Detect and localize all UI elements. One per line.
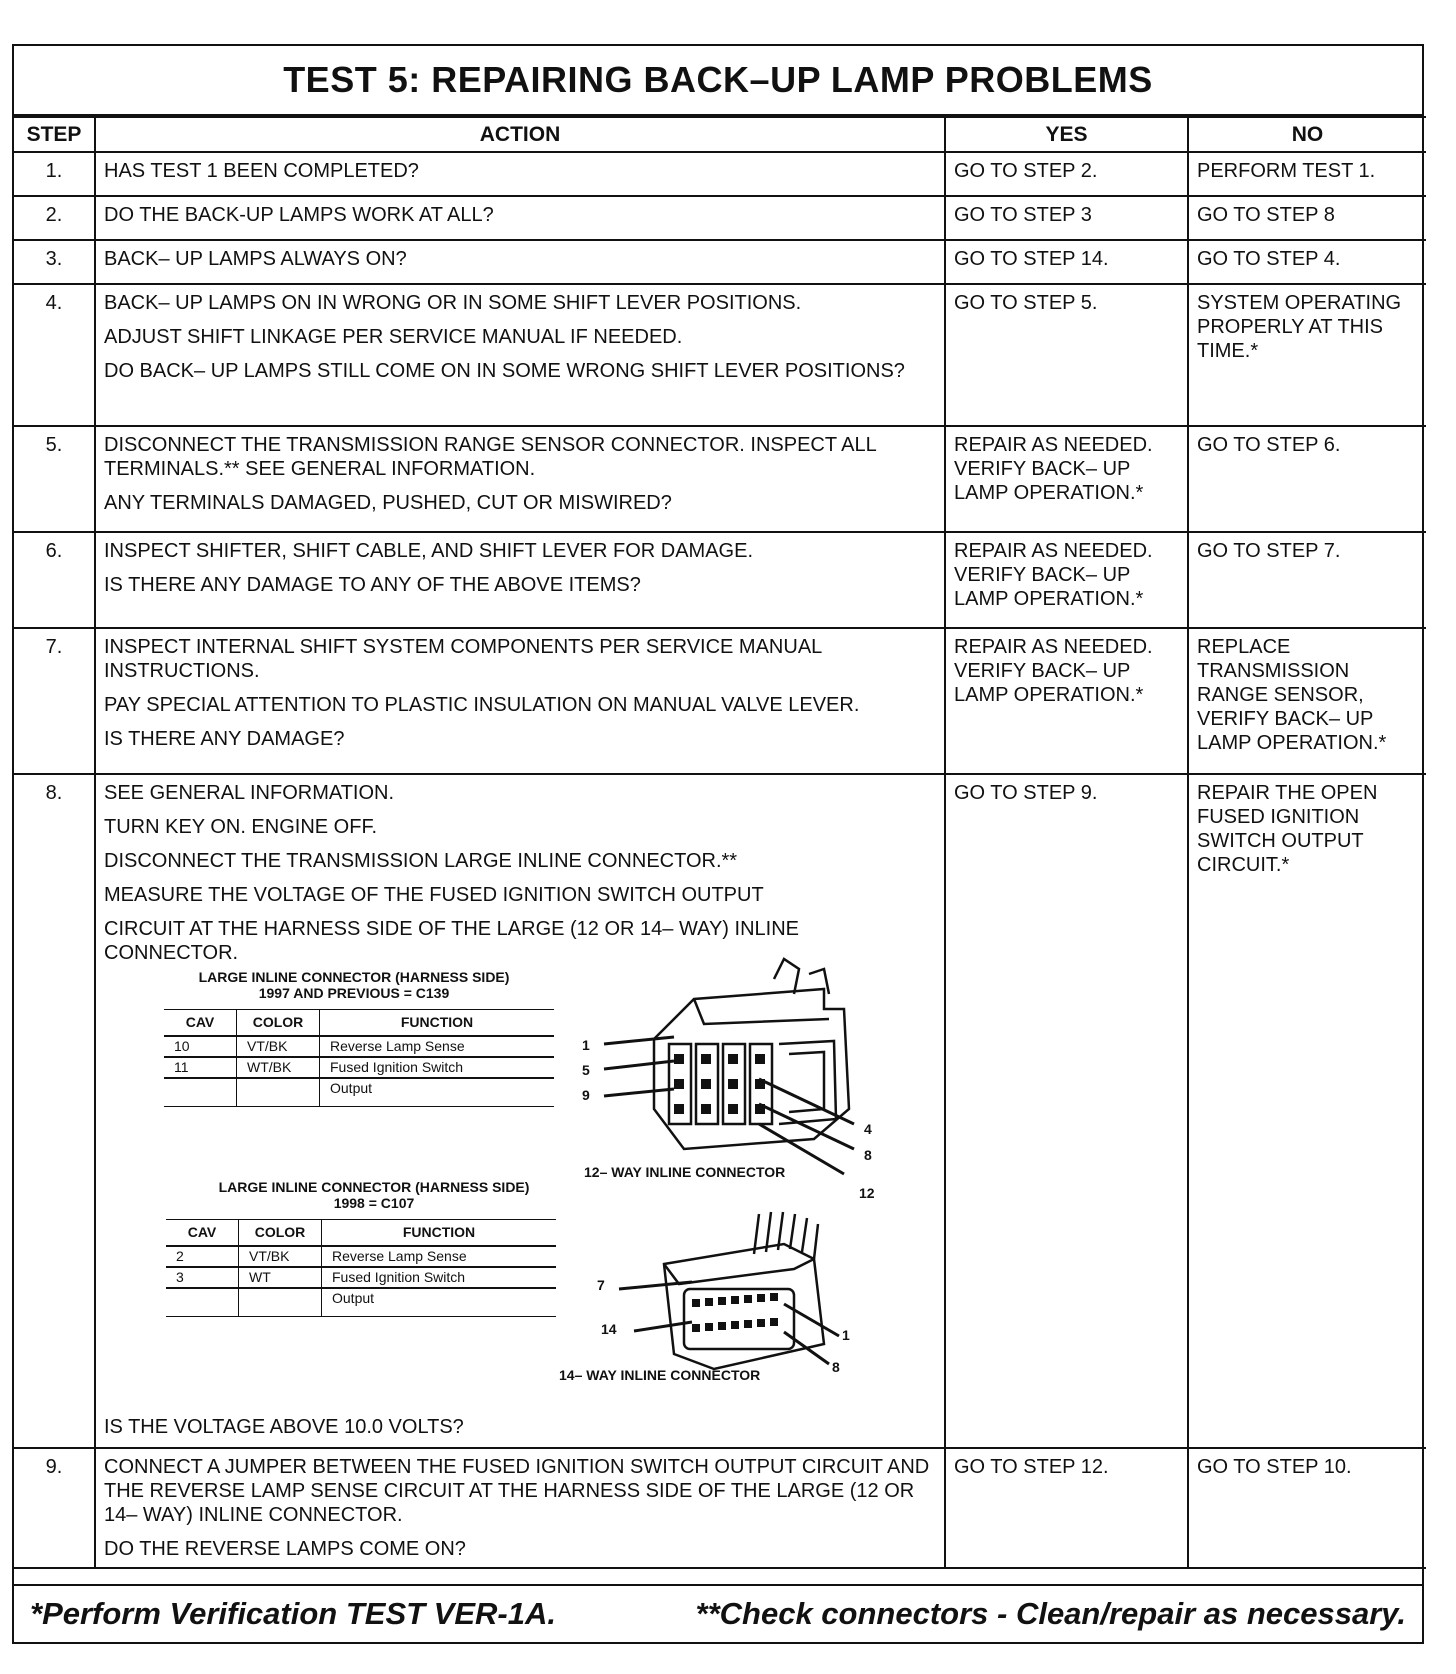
header-action: ACTION [95,117,945,152]
table-row [14,1448,1426,1568]
pin-label: 14 [601,1321,617,1338]
pin-label: 5 [582,1062,590,1079]
connector1-table: CAV COLOR FUNCTION 10 VT/BK Reverse Lamp Sense 11 WT/BK Fused Ignition Switch Output [164,1009,554,1107]
header-yes: YES [945,117,1188,152]
action-text: BACK– UP LAMPS ON IN WRONG OR IN SOME SHIFT LEVER POSITIONS. [104,292,802,315]
action-text: HAS TEST 1 BEEN COMPLETED? [104,160,419,183]
no-cell: GO TO STEP 8 [1188,196,1426,240]
page-title: TEST 5: REPAIRING BACK–UP LAMP PROBLEMS [14,46,1422,116]
procedure-table [14,116,1426,1569]
header-step: STEP [14,117,95,152]
action-text: CONNECT A JUMPER BETWEEN THE FUSED IGNITION SWITCH OUTPUT CIRCUIT AND THE REVERSE LAMP SENSE CIRCUIT AT THE HARNESS SIDE OF THE LARGE (12 OR 14– WAY) INLINE CONNECTOR. [104,1456,930,1527]
step-number: 6. [14,532,95,628]
pin-label: 12 [859,1185,875,1202]
action-text: DO THE BACK-UP LAMPS WORK AT ALL? [104,204,494,227]
action-cell [95,532,945,628]
footer-verification-note: *Perform Verification TEST VER-1A. [30,1596,556,1631]
table-row [14,152,1426,196]
action-cell [95,284,945,426]
action-text: IS THERE ANY DAMAGE TO ANY OF THE ABOVE ITEMS? [104,574,641,597]
no-cell: GO TO STEP 4. [1188,240,1426,284]
table-row [14,196,1426,240]
table-row [14,532,1426,628]
action-text: SEE GENERAL INFORMATION. [104,782,395,805]
action-cell [95,774,945,1448]
yes-cell: REPAIR AS NEEDED. VERIFY BACK– UP LAMP OPERATION.* [945,628,1188,774]
connector1-title: LARGE INLINE CONNECTOR (HARNESS SIDE) 1997 AND PREVIOUS = C139 [198,969,510,1002]
table-row [14,284,1426,426]
pin-label: 1 [582,1037,590,1054]
action-text: DO BACK– UP LAMPS STILL COME ON IN SOME WRONG SHIFT LEVER POSITIONS? [104,360,905,383]
step-number: 5. [14,426,95,532]
connector-diagrams [104,969,936,1439]
connector2-caption: 14– WAY INLINE CONNECTOR [559,1367,761,1384]
pin-label: 9 [582,1087,590,1104]
action-cell [95,426,945,532]
table-row [14,426,1426,532]
connector1-caption: 12– WAY INLINE CONNECTOR [584,1164,786,1181]
action-text: DISCONNECT THE TRANSMISSION RANGE SENSOR CONNECTOR. INSPECT ALL TERMINALS.** SEE GENERAL INFORMATION. [104,434,877,481]
pin-label: 1 [842,1327,850,1344]
step-number: 7. [14,628,95,774]
step-number: 9. [14,1448,95,1568]
action-text: INSPECT INTERNAL SHIFT SYSTEM COMPONENTS PER SERVICE MANUAL INSTRUCTIONS. [104,636,822,683]
action-text: DISCONNECT THE TRANSMISSION LARGE INLINE CONNECTOR.** [104,850,738,873]
footer-connector-note: **Check connectors - Clean/repair as necessary. [695,1596,1406,1631]
connector2-table: CAV COLOR FUNCTION 2 VT/BK Reverse Lamp Sense 3 WT Fused Ignition Switch Output [166,1219,556,1317]
action-text: DO THE REVERSE LAMPS COME ON? [104,1538,466,1561]
yes-cell: REPAIR AS NEEDED. VERIFY BACK– UP LAMP OPERATION.* [945,532,1188,628]
no-cell: GO TO STEP 7. [1188,532,1426,628]
test-sheet [12,44,1424,1644]
footer-notes [14,1584,1422,1642]
action-text: ANY TERMINALS DAMAGED, PUSHED, CUT OR MISWIRED? [104,492,672,515]
table-row [14,240,1426,284]
connector2-title: LARGE INLINE CONNECTOR (HARNESS SIDE) 1998 = C107 [218,1179,530,1212]
table-row [14,628,1426,774]
action-cell [95,628,945,774]
action-text: MEASURE THE VOLTAGE OF THE FUSED IGNITION SWITCH OUTPUT [104,884,764,907]
no-cell: PERFORM TEST 1. [1188,152,1426,196]
action-text: INSPECT SHIFTER, SHIFT CABLE, AND SHIFT LEVER FOR DAMAGE. [104,540,754,563]
step-number: 2. [14,196,95,240]
pin-label: 8 [832,1359,840,1376]
action-cell [95,152,945,196]
pin-label: 7 [597,1277,605,1294]
yes-cell: GO TO STEP 9. [945,774,1188,1448]
no-cell: GO TO STEP 10. [1188,1448,1426,1568]
action-cell [95,196,945,240]
action-text: BACK– UP LAMPS ALWAYS ON? [104,248,407,271]
action-text: PAY SPECIAL ATTENTION TO PLASTIC INSULATION ON MANUAL VALVE LEVER. [104,694,860,717]
action-text: CIRCUIT AT THE HARNESS SIDE OF THE LARGE (12 OR 14– WAY) INLINE CONNECTOR. [104,918,799,965]
yes-cell: GO TO STEP 5. [945,284,1188,426]
action-text: IS THERE ANY DAMAGE? [104,728,345,751]
no-cell: SYSTEM OPERATING PROPERLY AT THIS TIME.* [1188,284,1426,426]
step-number: 1. [14,152,95,196]
step-number: 3. [14,240,95,284]
action-text: ADJUST SHIFT LINKAGE PER SERVICE MANUAL IF NEEDED. [104,326,683,349]
step-number: 4. [14,284,95,426]
yes-cell: GO TO STEP 12. [945,1448,1188,1568]
header-no: NO [1188,117,1426,152]
action-cell [95,1448,945,1568]
action-text: TURN KEY ON. ENGINE OFF. [104,816,377,839]
no-cell: REPAIR THE OPEN FUSED IGNITION SWITCH OUTPUT CIRCUIT.* [1188,774,1426,1448]
header-row [14,117,1426,152]
yes-cell: GO TO STEP 3 [945,196,1188,240]
action-text: IS THE VOLTAGE ABOVE 10.0 VOLTS? [104,1416,464,1439]
step-number: 8. [14,774,95,1448]
pin-label: 8 [864,1147,872,1164]
no-cell: GO TO STEP 6. [1188,426,1426,532]
pin-label: 4 [864,1121,872,1138]
yes-cell: GO TO STEP 2. [945,152,1188,196]
yes-cell: GO TO STEP 14. [945,240,1188,284]
yes-cell: REPAIR AS NEEDED. VERIFY BACK– UP LAMP OPERATION.* [945,426,1188,532]
action-cell [95,240,945,284]
table-row [14,774,1426,1448]
no-cell: REPLACE TRANSMISSION RANGE SENSOR, VERIFY BACK– UP LAMP OPERATION.* [1188,628,1426,774]
